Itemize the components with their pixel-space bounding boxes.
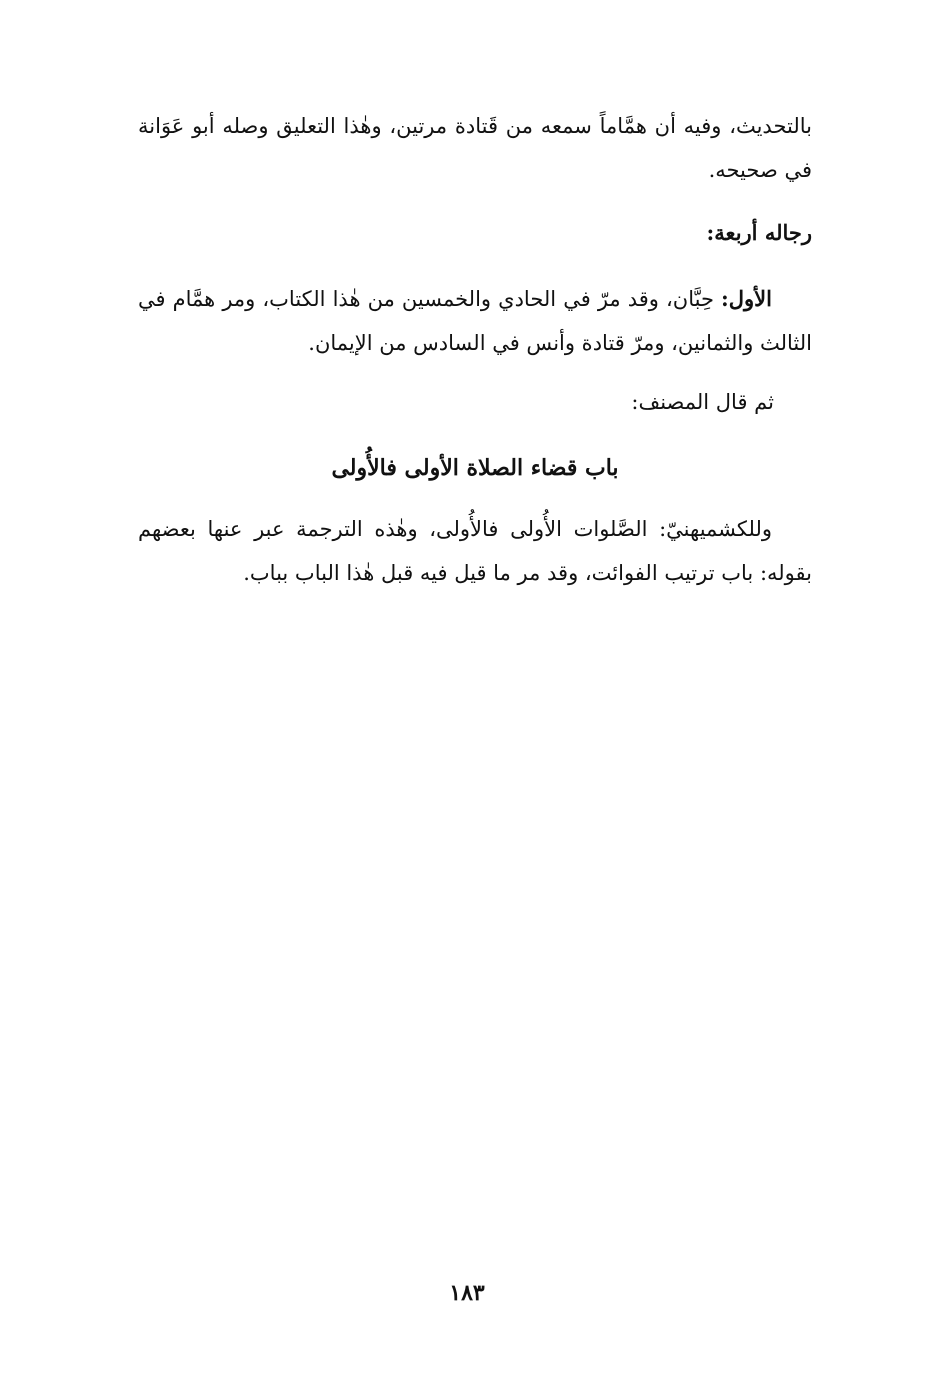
first-narrator-label: الأول:: [721, 286, 772, 311]
author-said-line: ثم قال المصنف:: [631, 390, 774, 414]
chapter-title: باب قضاء الصلاة الأولى فالأُولى: [331, 455, 619, 481]
paragraph-chapter-note: وللكشميهنيّ: الصَّلوات الأُولى فالأُولى، وهٰذه الترجمة عبر عنها بعضهم بقوله: باب ترتيب الفوائت، وقد مر ما قيل فيه قبل هٰذا الباب بباب.: [138, 517, 812, 585]
paragraph-first-narrator: [138, 277, 812, 365]
first-narrator-text: حِبَّان، وقد مرّ في الحادي والخمسين من هٰذا الكتاب، ومر همَّام في الثالث والثمانين، ومرّ قتادة وأنس في السادس من الإيمان.: [138, 287, 812, 355]
narrators-heading: رجاله أربعة:: [706, 220, 812, 245]
paragraph-hadith-note: بالتحديث، وفيه أن همَّاماً سمعه من قَتادة مرتين، وهٰذا التعليق وصله أبو عَوَانة في صحيحه.: [138, 114, 812, 182]
page-number: ١٨٣: [449, 1280, 485, 1306]
